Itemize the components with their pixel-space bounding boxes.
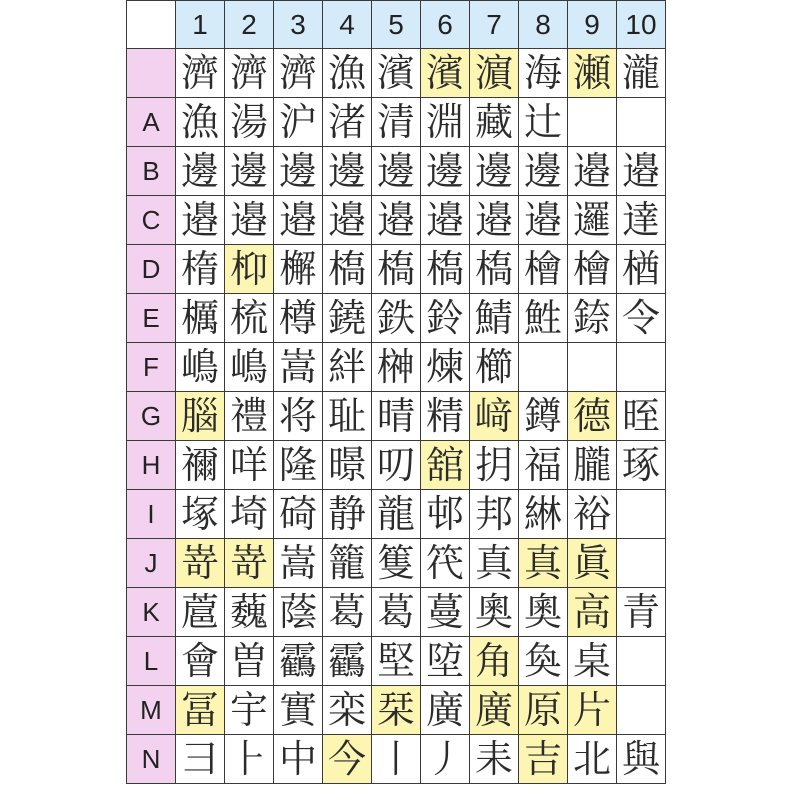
kanji-cell: 埅 (421, 637, 470, 686)
table-row (127, 490, 666, 539)
kanji-cell: 栾 (323, 686, 372, 735)
kanji-cell: 北 (568, 735, 617, 784)
table-row (127, 245, 666, 294)
row-header-G: G (127, 392, 176, 441)
kanji-cell: 蔰 (176, 588, 225, 637)
column-header-row (127, 1, 666, 49)
kanji-cell (617, 686, 666, 735)
kanji-cell: 丨 (372, 735, 421, 784)
row-header-blank (127, 49, 176, 98)
kanji-cell: 腦 (176, 392, 225, 441)
kanji-cell: 今 (323, 735, 372, 784)
kanji-cell: 角 (470, 637, 519, 686)
column-header-9: 9 (568, 1, 617, 49)
kanji-cell (568, 98, 617, 147)
kanji-cell: 令 (617, 294, 666, 343)
kanji-cell: 檜 (568, 245, 617, 294)
kanji-cell: 邉 (470, 196, 519, 245)
kanji-cell: 藏 (470, 98, 519, 147)
kanji-cell: 奧 (470, 588, 519, 637)
kanji-cell: 辻 (519, 98, 568, 147)
kanji-cell: 德 (568, 392, 617, 441)
kanji-cell: 靏 (274, 637, 323, 686)
kanji-cell: 龍 (372, 490, 421, 539)
kanji-cell: 蔭 (274, 588, 323, 637)
kanji-cell: 篗 (372, 539, 421, 588)
kanji-cell: 邊 (519, 147, 568, 196)
kanji-cell: 葛 (323, 588, 372, 637)
kanji-cell: 廣 (470, 686, 519, 735)
kanji-cell: 檞 (274, 245, 323, 294)
kanji-cell: 禰 (176, 441, 225, 490)
row-header-H: H (127, 441, 176, 490)
kanji-cell (568, 343, 617, 392)
kanji-cell: 櫛 (470, 343, 519, 392)
kanji-cell: 琢 (617, 441, 666, 490)
kanji-cell: 濵 (470, 49, 519, 98)
kanji-cell: 将 (274, 392, 323, 441)
kanji-cell: 真 (519, 539, 568, 588)
kanji-cell: 沪 (274, 98, 323, 147)
row-header-F: F (127, 343, 176, 392)
corner-cell (127, 1, 176, 49)
kanji-cell: 嵩 (274, 343, 323, 392)
kanji-cell (617, 539, 666, 588)
table-row (127, 588, 666, 637)
table-row (127, 735, 666, 784)
kanji-cell: 嶋 (225, 343, 274, 392)
kanji-cell: 與 (617, 735, 666, 784)
kanji-cell: 濟 (225, 49, 274, 98)
column-header-6: 6 (421, 1, 470, 49)
kanji-cell: 槗 (470, 245, 519, 294)
kanji-cell: 邉 (372, 196, 421, 245)
kanji-cell: 禮 (225, 392, 274, 441)
table-row (127, 392, 666, 441)
kanji-cell: 鯖 (470, 294, 519, 343)
kanji-cell: 楕 (176, 245, 225, 294)
row-header-D: D (127, 245, 176, 294)
kanji-cell: 栞 (372, 686, 421, 735)
kanji-variant-grid (126, 0, 666, 784)
kanji-cell: 濱 (372, 49, 421, 98)
kanji-cell: 實 (274, 686, 323, 735)
kanji-cell: 淵 (421, 98, 470, 147)
kanji-cell: 梳 (225, 294, 274, 343)
kanji-cell: ⺕ (176, 735, 225, 784)
kanji-cell: 鮏 (519, 294, 568, 343)
kanji-cell: 楢 (617, 245, 666, 294)
row-header-B: B (127, 147, 176, 196)
kanji-cell: 邏 (568, 196, 617, 245)
table-row (127, 147, 666, 196)
kanji-cell: 桌 (568, 637, 617, 686)
kanji-cell: 舘 (421, 441, 470, 490)
kanji-cell: 鐃 (323, 294, 372, 343)
kanji-cell: 靏 (323, 637, 372, 686)
kanji-cell: 中 (274, 735, 323, 784)
kanji-cell: 嵜 (225, 539, 274, 588)
column-header-10: 10 (617, 1, 666, 49)
kanji-cell: 枊 (225, 245, 274, 294)
kanji-cell: 邊 (470, 147, 519, 196)
kanji-cell: 邊 (421, 147, 470, 196)
kanji-cell: 邦 (470, 490, 519, 539)
kanji-cell: 邊 (274, 147, 323, 196)
table-row (127, 49, 666, 98)
kanji-cell: 眞 (568, 539, 617, 588)
row-header-I: I (127, 490, 176, 539)
kanji-cell: 冨 (176, 686, 225, 735)
kanji-cell: 隆 (274, 441, 323, 490)
kanji-cell: 絆 (323, 343, 372, 392)
kanji-cell: 宇 (225, 686, 274, 735)
kanji-cell: 邉 (274, 196, 323, 245)
kanji-cell: 會 (176, 637, 225, 686)
kanji-cell: 高 (568, 588, 617, 637)
kanji-cell: 曽 (225, 637, 274, 686)
kanji-cell: 榊 (372, 343, 421, 392)
kanji-cell: 邊 (225, 147, 274, 196)
kanji-cell: 邉 (519, 196, 568, 245)
kanji-cell: 堅 (372, 637, 421, 686)
kanji-cell (617, 490, 666, 539)
kanji-cell: 福 (519, 441, 568, 490)
row-header-N: N (127, 735, 176, 784)
column-header-4: 4 (323, 1, 372, 49)
kanji-cell: 漁 (323, 49, 372, 98)
kanji-cell: 晴 (372, 392, 421, 441)
kanji-cell: 耒 (470, 735, 519, 784)
kanji-cell: 朧 (568, 441, 617, 490)
kanji-cell: 邉 (568, 147, 617, 196)
kanji-cell: 嵩 (274, 539, 323, 588)
table-row (127, 539, 666, 588)
kanji-cell: 廣 (421, 686, 470, 735)
kanji-cell: 青 (617, 588, 666, 637)
kanji-cell: 湯 (225, 98, 274, 147)
kanji-cell: 蔓 (421, 588, 470, 637)
row-header-A: A (127, 98, 176, 147)
kanji-cell: 抈 (470, 441, 519, 490)
kanji-cell: 暻 (323, 441, 372, 490)
kanji-cell: 錼 (568, 294, 617, 343)
kanji-cell: 塚 (176, 490, 225, 539)
kanji-cell: 櫔 (176, 294, 225, 343)
kanji-cell (617, 637, 666, 686)
kanji-cell: 片 (568, 686, 617, 735)
kanji-cell: 籠 (323, 539, 372, 588)
kanji-cell (617, 343, 666, 392)
kanji-cell: 奧 (519, 588, 568, 637)
table-row (127, 196, 666, 245)
kanji-cell: 邊 (176, 147, 225, 196)
kanji-cell: 静 (323, 490, 372, 539)
kanji-cell: 海 (519, 49, 568, 98)
kanji-cell: 邊 (323, 147, 372, 196)
row-header-C: C (127, 196, 176, 245)
kanji-cell: 槗 (421, 245, 470, 294)
row-header-J: J (127, 539, 176, 588)
kanji-cell: 煉 (421, 343, 470, 392)
kanji-cell: 嶋 (176, 343, 225, 392)
column-header-1: 1 (176, 1, 225, 49)
row-header-M: M (127, 686, 176, 735)
kanji-cell: 原 (519, 686, 568, 735)
kanji-cell: 咩 (225, 441, 274, 490)
kanji-cell: 邉 (225, 196, 274, 245)
row-header-L: L (127, 637, 176, 686)
kanji-cell: 吉 (519, 735, 568, 784)
table-row (127, 686, 666, 735)
kanji-cell: 埼 (225, 490, 274, 539)
kanji-cell: 渚 (323, 98, 372, 147)
kanji-cell: 邨 (421, 490, 470, 539)
kanji-cell: 邉 (323, 196, 372, 245)
kanji-cell: 瀬 (568, 49, 617, 98)
table-row (127, 441, 666, 490)
kanji-cell: 槗 (323, 245, 372, 294)
kanji-cell: ⺊ (225, 735, 274, 784)
table-row (127, 294, 666, 343)
kanji-cell: 奐 (519, 637, 568, 686)
kanji-cell: 槗 (372, 245, 421, 294)
kanji-cell: 樽 (274, 294, 323, 343)
kanji-cell: 邉 (421, 196, 470, 245)
kanji-cell: 濱 (421, 49, 470, 98)
kanji-cell: 叨 (372, 441, 421, 490)
kanji-cell: 精 (421, 392, 470, 441)
kanji-cell: 清 (372, 98, 421, 147)
column-header-5: 5 (372, 1, 421, 49)
kanji-cell: 真 (470, 539, 519, 588)
kanji-cell: 鈴 (421, 294, 470, 343)
kanji-cell: 笩 (421, 539, 470, 588)
kanji-cell (519, 343, 568, 392)
kanji-cell: 邊 (372, 147, 421, 196)
kanji-cell: 裕 (568, 490, 617, 539)
kanji-cell (617, 98, 666, 147)
kanji-cell: 檜 (519, 245, 568, 294)
row-header-E: E (127, 294, 176, 343)
row-header-K: K (127, 588, 176, 637)
table-row (127, 98, 666, 147)
column-header-2: 2 (225, 1, 274, 49)
kanji-cell: 漁 (176, 98, 225, 147)
kanji-cell: 蘶 (225, 588, 274, 637)
table-row (127, 637, 666, 686)
table-row (127, 343, 666, 392)
kanji-cell: 嵜 (176, 539, 225, 588)
kanji-cell: 碕 (274, 490, 323, 539)
kanji-cell: 瀧 (617, 49, 666, 98)
kanji-cell: 綝 (519, 490, 568, 539)
kanji-cell: 邉 (176, 196, 225, 245)
kanji-cell: 濟 (176, 49, 225, 98)
kanji-cell: 邉 (617, 147, 666, 196)
kanji-cell: 達 (617, 196, 666, 245)
column-header-3: 3 (274, 1, 323, 49)
kanji-cell: 濟 (274, 49, 323, 98)
kanji-cell: 葛 (372, 588, 421, 637)
column-header-7: 7 (470, 1, 519, 49)
kanji-cell: 晊 (617, 392, 666, 441)
kanji-cell: 丿 (421, 735, 470, 784)
kanji-cell: 鐏 (519, 392, 568, 441)
kanji-cell: 鉄 (372, 294, 421, 343)
column-header-8: 8 (519, 1, 568, 49)
kanji-cell: 﨑 (470, 392, 519, 441)
kanji-cell: 耻 (323, 392, 372, 441)
